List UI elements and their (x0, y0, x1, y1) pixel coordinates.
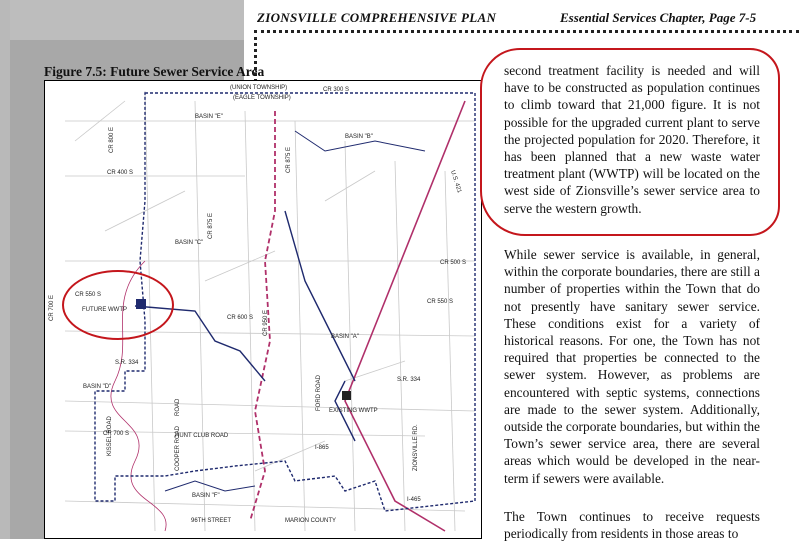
96th-street-label: 96TH STREET (191, 518, 232, 524)
marion-county-label: MARION COUNTY (285, 518, 336, 524)
cr400s-label: CR 400 S (107, 170, 134, 176)
paragraph-requests: The Town continues to receive requests periodically from residents in those areas to (504, 509, 760, 542)
basin-c-label: BASIN "C" (175, 240, 204, 246)
cooper-road-label: COOPER ROAD (175, 425, 181, 471)
left-bar-shadow (0, 0, 10, 539)
cr700e-label: CR 700 E (49, 294, 55, 321)
basin-b-label: BASIN "B" (345, 134, 373, 140)
basin-a-label: BASIN "A" (331, 334, 359, 340)
eagle-township-label: (EAGLE TOWNSHIP) (233, 95, 291, 101)
cr875e-label: CR 875 E (208, 212, 214, 239)
basin-e-label: BASIN "E" (195, 114, 223, 120)
sewer-main-5 (165, 481, 255, 491)
cr800e-label: CR 800 E (109, 126, 115, 153)
sr334-east-label: S.R. 334 (397, 377, 421, 383)
future-wwtp-label: FUTURE WWTP (82, 307, 127, 313)
us421-label: U.S. 421 (449, 169, 463, 194)
chapter-title: Essential Services Chapter, (560, 10, 706, 25)
us421-road (345, 101, 465, 531)
left-gray-bar-cap (0, 0, 244, 40)
basin-d-label: BASIN "D" (83, 384, 112, 390)
hunt-club-road-label: HUNT CLUB ROAD (175, 433, 229, 439)
page-number: Page 7-5 (708, 10, 757, 25)
document-title: ZIONSVILLE COMPREHENSIVE PLAN (257, 10, 497, 25)
paragraph-second-facility: second treatment facility is needed and will have to be constructed as population continues to climb toward that 21,000 figure. It is not possible for the upgraded current plant to serve the projected population for 2020. Therefore, it has been planned that a new waste water treatment plant (WWTP) will be located on the west side of Zionsville’s sewer service area to serve the western growth. (504, 63, 760, 216)
zionsville-rd-label: ZIONSVILLE RD. (413, 424, 419, 471)
header-dotted-rule (254, 30, 799, 33)
future-wwtp-annotation-circle (62, 270, 174, 340)
cr875e-north-label: CR 875 E (286, 146, 292, 173)
chapter-header (560, 10, 756, 26)
i865-label: I-865 (315, 445, 329, 451)
cr550s-east-label: CR 550 S (427, 299, 454, 305)
sr334-label: S.R. 334 (115, 360, 139, 366)
sewer-main-1 (285, 211, 355, 381)
basin-f-label: BASIN "F" (192, 493, 220, 499)
ford-road-label: FORD ROAD (316, 375, 322, 411)
kissel-road-label: KISSEL ROAD (107, 416, 113, 456)
cr550s-west-label: CR 550 S (75, 292, 102, 298)
i465-label: I-465 (407, 497, 421, 503)
union-township-label: (UNION TOWNSHIP) (230, 85, 288, 91)
existing-wwtp-label: EXISTING WWTP (329, 408, 378, 414)
cr300s-label: CR 300 S (323, 87, 350, 93)
cr600s-label: CR 600 S (227, 315, 254, 321)
paragraph-sewer-availability: While sewer service is available, in general, within the corporate boundaries, there are still a number of properties within the Town that do not presently have sanitary sewer service. These conditions exist for a variety of historical reasons. For one, the Town has not required that properties be connected to the sewer system. However, as problems are encountered with septic systems, connections are made to the sewer system. Additionally, outside the corporate boundaries, but within the Town’s sewer service area, there are several areas which would be developed in the near-term if sewers were available. (504, 247, 760, 486)
cr700s-label: CR 700 S (103, 431, 130, 437)
road-label: ROAD (175, 398, 181, 416)
paragraph-annotation-circle (480, 48, 780, 236)
cr950e-label: CR 950 E (263, 309, 269, 336)
figure-title: Figure 7.5: Future Sewer Service Area (44, 64, 265, 79)
existing-wwtp-marker (342, 391, 351, 400)
cr500s-label: CR 500 S (440, 260, 467, 266)
